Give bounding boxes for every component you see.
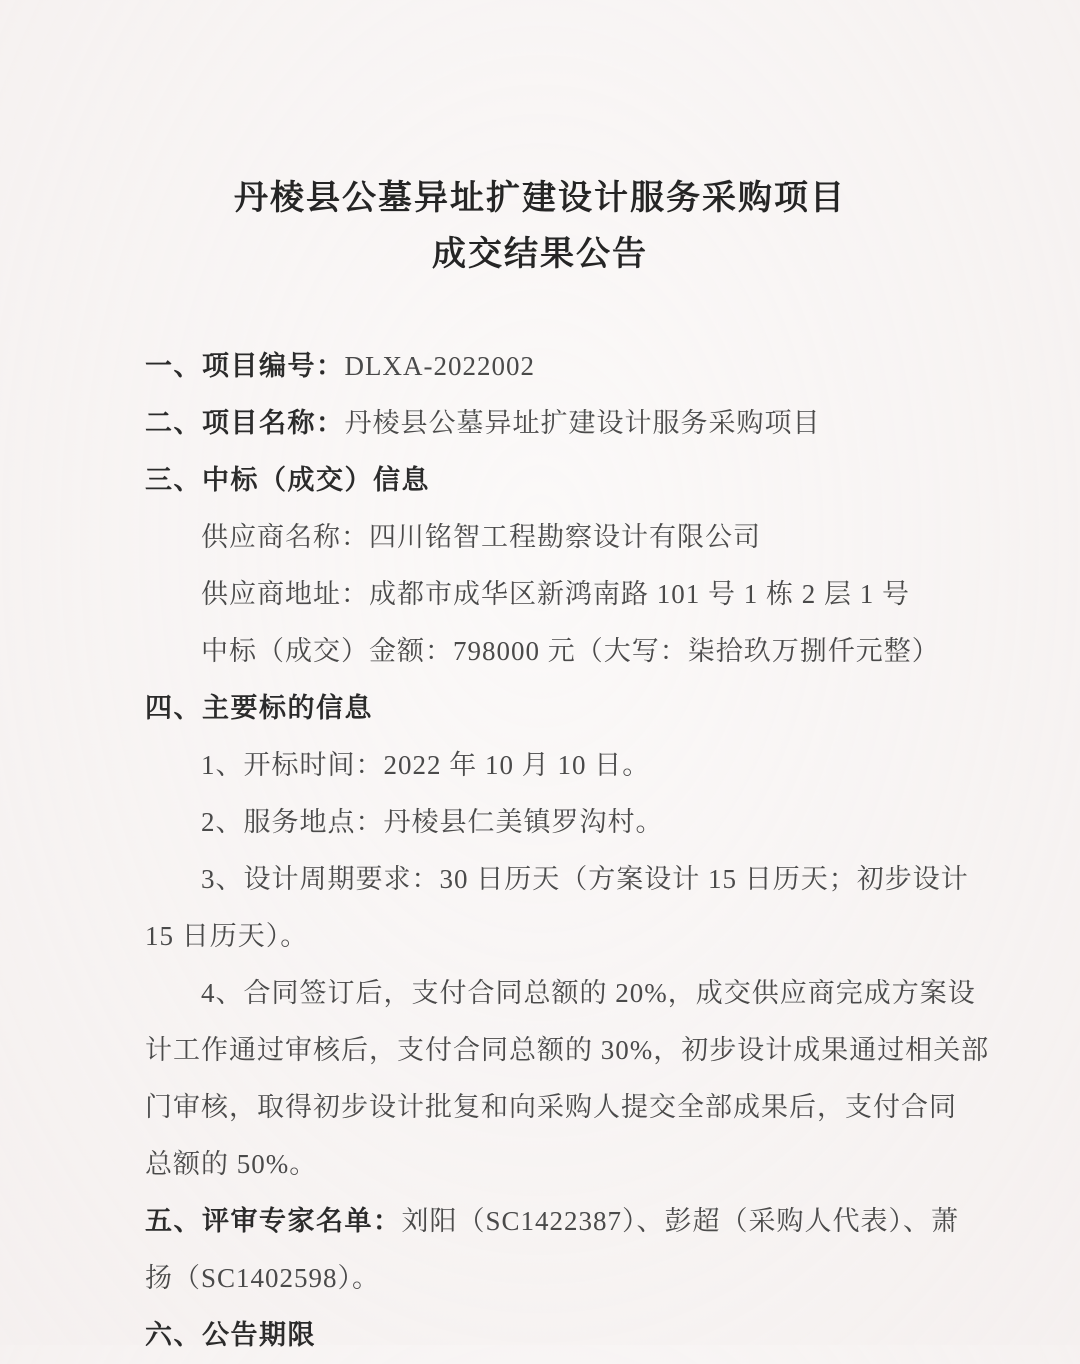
payment-terms-text-4: 总额的 50%。 [145, 1149, 318, 1179]
service-location-text: 2、服务地点：丹棱县仁美镇罗沟村。 [201, 807, 664, 837]
section-project-name [145, 395, 940, 452]
award-amount-text: 中标（成交）金额：798000 元（大写：柒拾玖万捌仟元整） [201, 636, 940, 666]
expert-list-cont-text: 扬（SC1402598）。 [145, 1263, 381, 1293]
section-announcement-period-heading [145, 1307, 940, 1364]
section-expert-list [145, 1193, 960, 1250]
item-bid-opening-time [145, 737, 940, 794]
payment-terms-text-3: 门审核，取得初步设计批复和向采购人提交全部成果后，支付合同 [145, 1092, 957, 1122]
item-payment-terms-line-2 [145, 1022, 990, 1079]
announcement-period-heading-label: 六、公告期限 [145, 1320, 316, 1350]
item-payment-terms-line-4 [145, 1136, 940, 1193]
item-design-period-line-1 [145, 851, 969, 908]
item-design-period-line-2 [145, 908, 940, 965]
supplier-address-text: 供应商地址：成都市成华区新鸿南路 101 号 1 栋 2 层 1 号 [201, 579, 910, 609]
document-body [0, 338, 1080, 1364]
subject-info-heading-label: 四、主要标的信息 [145, 693, 373, 723]
payment-terms-text-2: 计工作通过审核后，支付合同总额的 30%，初步设计成果通过相关部 [145, 1035, 990, 1065]
project-number-value: DLXA-2022002 [344, 351, 535, 381]
expert-list-value: 刘阳（SC1422387）、彭超（采购人代表）、萧 [401, 1206, 960, 1236]
document-title-line-2: 成交结果公告 [432, 236, 648, 273]
supplier-name-text: 供应商名称：四川铭智工程勘察设计有限公司 [201, 522, 761, 552]
bid-opening-time-text: 1、开标时间：2022 年 10 月 10 日。 [201, 750, 651, 780]
award-info-heading-label: 三、中标（成交）信息 [145, 465, 430, 495]
project-number-label: 一、项目编号： [145, 351, 345, 381]
section-subject-info-heading [145, 680, 940, 737]
award-amount-line [145, 623, 940, 680]
design-period-text-1: 3、设计周期要求：30 日历天（方案设计 15 日历天；初步设计 [201, 864, 969, 894]
item-service-location [145, 794, 940, 851]
section-award-info-heading [145, 452, 940, 509]
item-payment-terms-line-3 [145, 1079, 957, 1136]
expert-list-label: 五、评审专家名单： [145, 1206, 402, 1236]
section-project-number [145, 338, 940, 395]
expert-list-continuation [145, 1250, 940, 1307]
document-title-line-1: 丹棱县公墓异址扩建设计服务采购项目 [234, 180, 846, 217]
document-title [0, 0, 1080, 283]
project-name-label: 二、项目名称： [145, 408, 345, 438]
supplier-address-line [145, 566, 940, 623]
design-period-text-2: 15 日历天）。 [145, 921, 309, 951]
supplier-name-line [145, 509, 940, 566]
project-name-value: 丹棱县公墓异址扩建设计服务采购项目 [344, 408, 821, 438]
item-payment-terms-line-1 [145, 965, 976, 1022]
payment-terms-text-1: 4、合同签订后，支付合同总额的 20%，成交供应商完成方案设 [201, 978, 976, 1008]
